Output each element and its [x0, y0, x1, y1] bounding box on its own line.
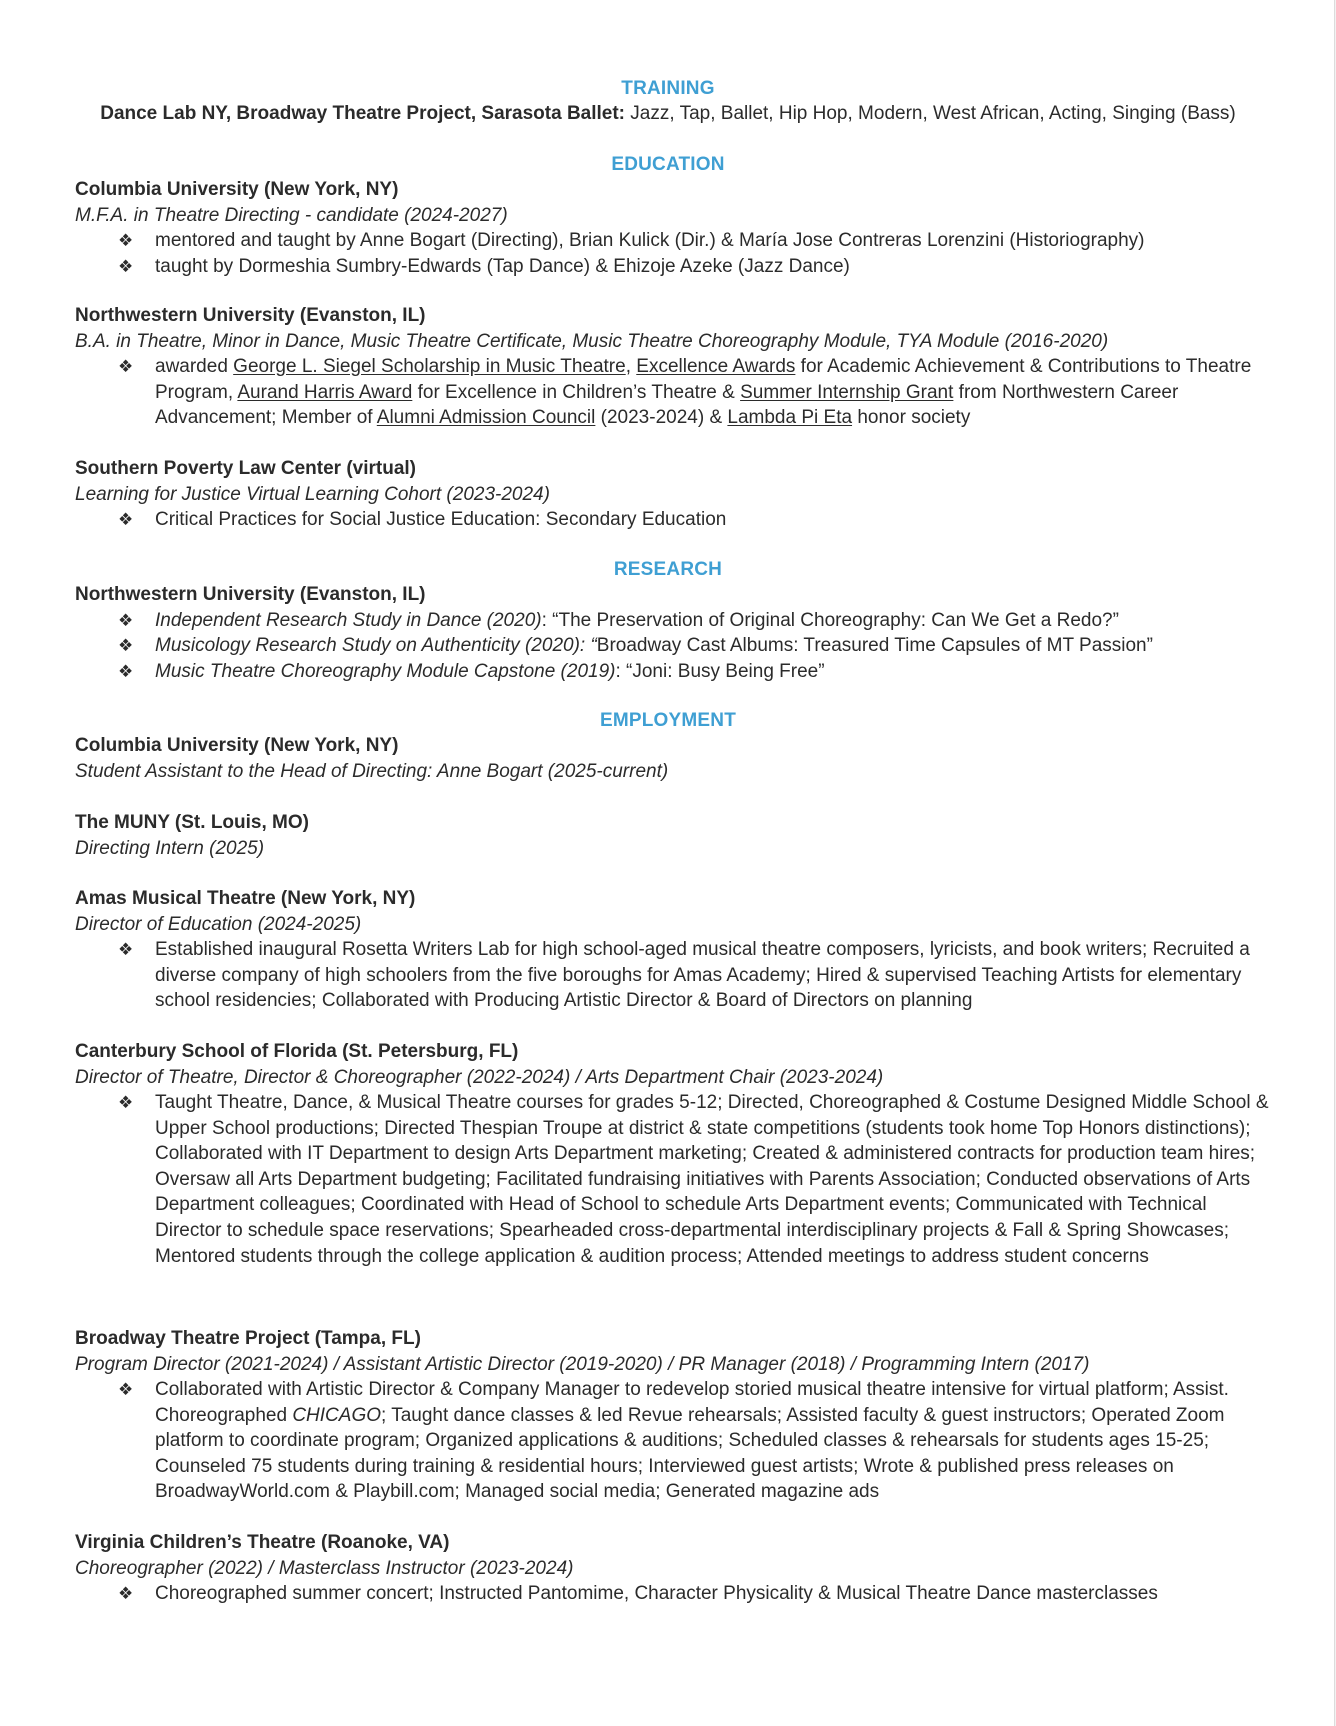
bullet-icon: ❖ — [118, 636, 134, 656]
section-heading-employment: EMPLOYMENT — [599, 710, 737, 731]
education-entry-splc — [75, 456, 1270, 533]
list-item — [75, 354, 1270, 431]
bullet-list — [75, 1377, 1270, 1505]
award-link-siegel-scholarship[interactable]: George L. Siegel Scholarship in Music Theatre — [233, 356, 626, 377]
org-name: Amas Musical Theatre (New York, NY) — [75, 888, 416, 909]
bullet-text: ; Taught dance classes & led Revue rehearsals; Assisted faculty & guest instructors; Operated Zoom platform to coordinate program; Organized applications & auditions; Scheduled classes & rehearsals for students ages 15-25; Counseled 75 students during training & residential hours; Interviewed guest artists; Wrote & published press releases on BroadwayWorld.com & Playbill.com; Managed social media; Generated magazine ads — [155, 1404, 1225, 1503]
award-link-aurand-harris[interactable]: Aurand Harris Award — [237, 381, 413, 403]
bullet-text: Established inaugural Rosetta Writers Lab for high school-aged musical theatre composers, lyricists, and book writers; Recruited a diverse company of high schoolers from the five boroughs for Amas Academy; Hired & supervised Teaching Artists for elementary school residencies; Collaborated with Producing Artistic Director & Board of Directors on planning — [155, 939, 1250, 1012]
job-title: Choreographer (2022) / Masterclass Instructor (2023-2024) — [75, 1557, 574, 1579]
study-topic: : “The Preservation of Original Choreography: Can We Get a Redo?” — [541, 609, 1119, 631]
program: Learning for Justice Virtual Learning Cohort (2023-2024) — [75, 483, 550, 505]
list-item — [75, 254, 1270, 280]
bullet-text: for Excellence in Children’s Theatre & — [412, 381, 741, 403]
link-alumni-admission-council[interactable]: Alumni Admission Council — [376, 407, 596, 429]
org-name: Northwestern University (Evanston, IL) — [75, 305, 426, 326]
org-name: Canterbury School of Florida (St. Petersburg, FL) — [75, 1041, 519, 1062]
training-schools: Dance Lab NY, Broadway Theatre Project, Sarasota Ballet: — [100, 103, 626, 124]
bullet-text: from Northwestern Career Advancement; Member of — [155, 381, 1179, 429]
study-topic: Broadway Cast Albums: Treasured Time Capsules of MT Passion” — [596, 635, 1153, 657]
study-title: Independent Research Study in Dance (2020) — [155, 609, 542, 631]
bullet-list — [75, 354, 1270, 431]
list-item — [75, 507, 1270, 533]
bullet-icon: ❖ — [118, 1584, 134, 1603]
section-heading-research: RESEARCH — [613, 559, 723, 580]
job-title: Student Assistant to the Head of Directing: Anne Bogart (2025-current) — [75, 760, 669, 782]
education-entry-columbia — [75, 177, 1270, 279]
bullet-text: Critical Practices for Social Justice Education: Secondary Education — [155, 509, 727, 530]
award-link-excellence-awards[interactable]: Excellence Awards — [636, 356, 796, 377]
employment-entry-btp — [75, 1326, 1270, 1505]
study-title: Musicology Research Study on Authenticity (2020): “ — [155, 635, 597, 657]
education-entry-northwestern — [75, 303, 1270, 431]
bullet-text: awarded — [155, 356, 234, 377]
training-line — [0, 102, 1336, 126]
bullet-icon: ❖ — [118, 256, 134, 276]
job-title: Program Director (2021-2024) / Assistant Artistic Director (2019-2020) / PR Manager (2018) / Programming Intern (2017) — [75, 1353, 1090, 1375]
section-heading-education: EDUCATION — [611, 154, 725, 175]
list-item — [75, 608, 1270, 634]
bullet-list — [75, 608, 1270, 685]
org-name: Northwestern University (Evanston, IL) — [75, 584, 426, 605]
employment-entry-muny — [75, 810, 1270, 861]
bullet-text: taught by Dormeshia Sumbry-Edwards (Tap Dance) & Ehizoje Azeke (Jazz Dance) — [155, 255, 850, 277]
org-name: Broadway Theatre Project (Tampa, FL) — [75, 1328, 421, 1349]
list-item — [75, 228, 1270, 254]
job-title: Director of Education (2024-2025) — [75, 913, 362, 935]
bullet-list — [75, 507, 1270, 533]
org-name: Columbia University (New York, NY) — [75, 179, 399, 200]
job-title: Directing Intern (2025) — [75, 837, 265, 859]
award-link-internship-grant[interactable]: Summer Internship Grant — [740, 381, 954, 403]
research-entry-northwestern — [75, 582, 1270, 684]
org-name: Southern Poverty Law Center (virtual) — [75, 458, 417, 479]
org-name: Virginia Children’s Theatre (Roanoke, VA) — [75, 1532, 450, 1553]
org-name: Columbia University (New York, NY) — [75, 735, 399, 756]
list-item — [75, 1090, 1270, 1269]
bullet-icon: ❖ — [118, 231, 134, 250]
degree: M.F.A. in Theatre Directing - candidate (2024-2027) — [75, 204, 508, 226]
study-topic: : “Joni: Busy Being Free” — [615, 660, 825, 682]
bullet-icon: ❖ — [118, 510, 134, 529]
bullet-text: Collaborated with Artistic Director & Company Manager to redevelop storied musical theatre intensive for virtual platform; Assist. Choreographed — [155, 1379, 1229, 1426]
bullet-text: Choreographed summer concert; Instructed Pantomime, Character Physicality & Musical Theatre Dance masterclasses — [155, 1583, 1158, 1604]
bullet-text: (2023-2024) & — [595, 407, 728, 429]
org-name: The MUNY (St. Louis, MO) — [75, 812, 309, 833]
bullet-text: for Academic Achievement & Contributions to Theatre Program, — [155, 356, 1252, 403]
bullet-list — [75, 228, 1270, 279]
employment-entry-vct — [75, 1530, 1270, 1607]
bullet-text: , — [625, 356, 637, 377]
show-title: CHICAGO — [292, 1404, 382, 1426]
bullet-icon: ❖ — [118, 940, 134, 959]
bullet-icon: ❖ — [118, 610, 134, 630]
bullet-icon: ❖ — [118, 1093, 134, 1112]
bullet-icon: ❖ — [118, 661, 134, 681]
study-title: Music Theatre Choreography Module Capstone (2019) — [155, 660, 616, 682]
list-item — [75, 633, 1270, 659]
degree: B.A. in Theatre, Minor in Dance, Music Theatre Certificate, Music Theatre Choreography Module, TYA Module (2016-2020) — [75, 330, 1109, 352]
employment-entry-columbia — [75, 733, 1270, 784]
bullet-icon: ❖ — [118, 1380, 134, 1399]
bullet-list — [75, 1090, 1270, 1269]
list-item — [75, 1581, 1270, 1607]
training-skills: Jazz, Tap, Ballet, Hip Hop, Modern, West African, Acting, Singing (Bass) — [625, 103, 1236, 124]
link-lambda-pi-eta[interactable]: Lambda Pi Eta — [727, 407, 853, 429]
list-item — [75, 1377, 1270, 1505]
bullet-text: honor society — [852, 407, 971, 429]
employment-entry-amas — [75, 886, 1270, 1014]
bullet-list — [75, 1581, 1270, 1607]
list-item — [75, 937, 1270, 1014]
bullet-text: mentored and taught by Anne Bogart (Directing), Brian Kulick (Dir.) & María Jose Contreras Lorenzini (Historiography) — [155, 230, 1145, 251]
employment-entry-canterbury — [75, 1039, 1270, 1269]
job-title: Director of Theatre, Director & Choreographer (2022-2024) / Arts Department Chair (2023-2024) — [75, 1066, 884, 1088]
section-heading-training: TRAINING — [621, 78, 715, 99]
bullet-text: Taught Theatre, Dance, & Musical Theatre courses for grades 5-12; Directed, Choreographed & Costume Designed Middle School & Upper School productions; Directed Thespian Troupe at district & state competitions (students took home Top Honors distinctions); Collaborated with IT Department to design Arts Department marketing; Created & administered contracts for production team hires; Oversaw all Arts Department budgeting; Facilitated fundraising initiatives with Parents Association; Conducted observations of Arts Department colleagues; Coordinated with Head of School to schedule Arts Department events; Communicated with Technical Director to schedule space reservations; Spearheaded cross-departmental interdisciplinary projects & Fall & Spring Showcases; Mentored students through the college application & audition process; Attended meetings to address student concerns — [155, 1092, 1269, 1267]
bullet-list — [75, 937, 1270, 1014]
bullet-icon: ❖ — [118, 357, 134, 376]
list-item — [75, 659, 1270, 685]
